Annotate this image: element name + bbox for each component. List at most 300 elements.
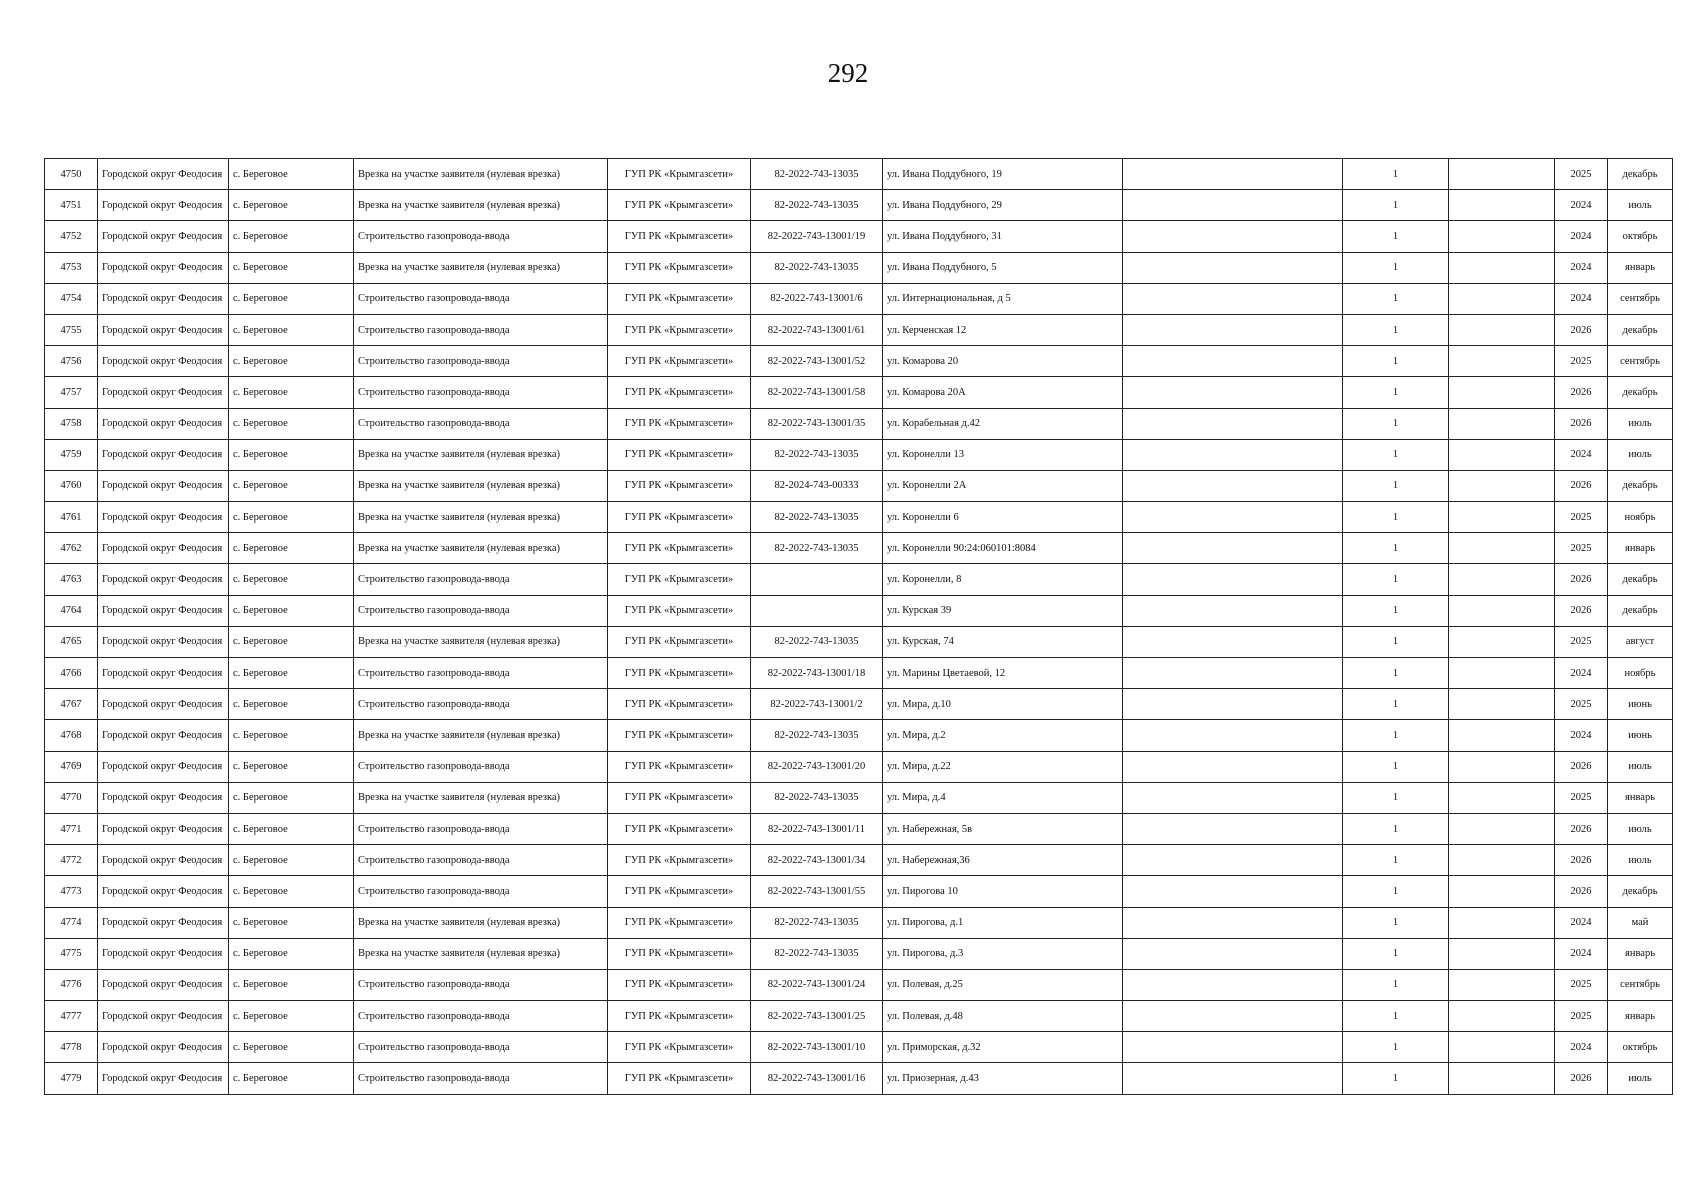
- district-cell: Городской округ Феодосия: [98, 813, 229, 844]
- address-cell: ул. Ивана Поддубного, 19: [883, 159, 1123, 190]
- row-number: 4765: [45, 626, 98, 657]
- organization-cell: ГУП РК «Крымгазсети»: [608, 439, 751, 470]
- district-cell: Городской округ Феодосия: [98, 470, 229, 501]
- settlement-cell: с. Береговое: [229, 439, 354, 470]
- month-cell: сентябрь: [1608, 346, 1673, 377]
- table-row: [45, 1032, 1673, 1063]
- district-cell: Городской округ Феодосия: [98, 377, 229, 408]
- month-cell: декабрь: [1608, 564, 1673, 595]
- row-number: 4764: [45, 595, 98, 626]
- year-cell: 2026: [1555, 876, 1608, 907]
- technical-conditions-cell: 82-2022-743-13001/35: [751, 408, 883, 439]
- empty-cell: [1123, 720, 1343, 751]
- table-row: [45, 377, 1673, 408]
- settlement-cell: с. Береговое: [229, 626, 354, 657]
- address-cell: ул. Мира, д.2: [883, 720, 1123, 751]
- year-cell: 2026: [1555, 845, 1608, 876]
- settlement-cell: с. Береговое: [229, 845, 354, 876]
- count-cell: 1: [1343, 502, 1449, 533]
- empty-cell: [1449, 720, 1555, 751]
- organization-cell: ГУП РК «Крымгазсети»: [608, 720, 751, 751]
- district-cell: Городской округ Феодосия: [98, 1063, 229, 1094]
- month-cell: январь: [1608, 938, 1673, 969]
- row-number: 4758: [45, 408, 98, 439]
- settlement-cell: с. Береговое: [229, 252, 354, 283]
- empty-cell: [1123, 595, 1343, 626]
- month-cell: июнь: [1608, 720, 1673, 751]
- empty-cell: [1449, 1063, 1555, 1094]
- month-cell: декабрь: [1608, 377, 1673, 408]
- table-row: [45, 314, 1673, 345]
- organization-cell: ГУП РК «Крымгазсети»: [608, 470, 751, 501]
- technical-conditions-cell: 82-2022-743-13001/16: [751, 1063, 883, 1094]
- count-cell: 1: [1343, 439, 1449, 470]
- row-number: 4759: [45, 439, 98, 470]
- table-row: [45, 813, 1673, 844]
- year-cell: 2024: [1555, 283, 1608, 314]
- technical-conditions-cell: 82-2022-743-13001/61: [751, 314, 883, 345]
- work-type-cell: Строительство газопровода-ввода: [354, 346, 608, 377]
- technical-conditions-cell: 82-2022-743-13035: [751, 626, 883, 657]
- district-cell: Городской округ Феодосия: [98, 751, 229, 782]
- table-row: [45, 845, 1673, 876]
- technical-conditions-cell: 82-2022-743-13035: [751, 720, 883, 751]
- table-row: [45, 502, 1673, 533]
- work-type-cell: Строительство газопровода-ввода: [354, 1063, 608, 1094]
- empty-cell: [1123, 782, 1343, 813]
- settlement-cell: с. Береговое: [229, 283, 354, 314]
- technical-conditions-cell: 82-2022-743-13001/20: [751, 751, 883, 782]
- table-body: [45, 159, 1673, 1095]
- year-cell: 2025: [1555, 626, 1608, 657]
- settlement-cell: с. Береговое: [229, 720, 354, 751]
- empty-cell: [1449, 159, 1555, 190]
- settlement-cell: с. Береговое: [229, 1063, 354, 1094]
- empty-cell: [1123, 969, 1343, 1000]
- empty-cell: [1449, 1032, 1555, 1063]
- technical-conditions-cell: 82-2022-743-13001/11: [751, 813, 883, 844]
- address-cell: ул. Набережная, 5в: [883, 813, 1123, 844]
- settlement-cell: с. Береговое: [229, 782, 354, 813]
- table-row: [45, 564, 1673, 595]
- organization-cell: ГУП РК «Крымгазсети»: [608, 564, 751, 595]
- district-cell: Городской округ Феодосия: [98, 907, 229, 938]
- work-type-cell: Врезка на участке заявителя (нулевая врезка): [354, 159, 608, 190]
- district-cell: Городской округ Феодосия: [98, 502, 229, 533]
- empty-cell: [1449, 564, 1555, 595]
- empty-cell: [1449, 314, 1555, 345]
- month-cell: июль: [1608, 439, 1673, 470]
- month-cell: май: [1608, 907, 1673, 938]
- settlement-cell: с. Береговое: [229, 595, 354, 626]
- district-cell: Городской округ Феодосия: [98, 533, 229, 564]
- count-cell: 1: [1343, 813, 1449, 844]
- settlement-cell: с. Береговое: [229, 533, 354, 564]
- table-row: [45, 470, 1673, 501]
- year-cell: 2026: [1555, 564, 1608, 595]
- year-cell: 2025: [1555, 346, 1608, 377]
- address-cell: ул. Коронелли 90:24:060101:8084: [883, 533, 1123, 564]
- count-cell: 1: [1343, 969, 1449, 1000]
- row-number: 4767: [45, 689, 98, 720]
- settlement-cell: с. Береговое: [229, 190, 354, 221]
- work-type-cell: Врезка на участке заявителя (нулевая врезка): [354, 533, 608, 564]
- work-type-cell: Строительство газопровода-ввода: [354, 1032, 608, 1063]
- organization-cell: ГУП РК «Крымгазсети»: [608, 1063, 751, 1094]
- year-cell: 2026: [1555, 377, 1608, 408]
- organization-cell: ГУП РК «Крымгазсети»: [608, 782, 751, 813]
- count-cell: 1: [1343, 907, 1449, 938]
- settlement-cell: с. Береговое: [229, 377, 354, 408]
- organization-cell: ГУП РК «Крымгазсети»: [608, 658, 751, 689]
- district-cell: Городской округ Феодосия: [98, 314, 229, 345]
- row-number: 4754: [45, 283, 98, 314]
- organization-cell: ГУП РК «Крымгазсети»: [608, 1001, 751, 1032]
- organization-cell: ГУП РК «Крымгазсети»: [608, 190, 751, 221]
- table-row: [45, 658, 1673, 689]
- row-number: 4751: [45, 190, 98, 221]
- work-type-cell: Врезка на участке заявителя (нулевая врезка): [354, 502, 608, 533]
- district-cell: Городской округ Феодосия: [98, 782, 229, 813]
- work-type-cell: Врезка на участке заявителя (нулевая врезка): [354, 470, 608, 501]
- month-cell: июль: [1608, 1063, 1673, 1094]
- empty-cell: [1449, 845, 1555, 876]
- address-cell: ул. Марины Цветаевой, 12: [883, 658, 1123, 689]
- work-type-cell: Врезка на участке заявителя (нулевая врезка): [354, 190, 608, 221]
- row-number: 4750: [45, 159, 98, 190]
- organization-cell: ГУП РК «Крымгазсети»: [608, 595, 751, 626]
- month-cell: октябрь: [1608, 221, 1673, 252]
- table-row: [45, 533, 1673, 564]
- work-type-cell: Строительство газопровода-ввода: [354, 845, 608, 876]
- work-type-cell: Строительство газопровода-ввода: [354, 876, 608, 907]
- row-number: 4768: [45, 720, 98, 751]
- row-number: 4779: [45, 1063, 98, 1094]
- year-cell: 2025: [1555, 159, 1608, 190]
- table-row: [45, 190, 1673, 221]
- count-cell: 1: [1343, 751, 1449, 782]
- settlement-cell: с. Береговое: [229, 314, 354, 345]
- empty-cell: [1449, 689, 1555, 720]
- empty-cell: [1449, 470, 1555, 501]
- year-cell: 2026: [1555, 751, 1608, 782]
- address-cell: ул. Полевая, д.48: [883, 1001, 1123, 1032]
- empty-cell: [1449, 1001, 1555, 1032]
- address-cell: ул. Ивана Поддубного, 29: [883, 190, 1123, 221]
- year-cell: 2024: [1555, 439, 1608, 470]
- empty-cell: [1449, 876, 1555, 907]
- empty-cell: [1449, 252, 1555, 283]
- settlement-cell: с. Береговое: [229, 907, 354, 938]
- settlement-cell: с. Береговое: [229, 751, 354, 782]
- count-cell: 1: [1343, 564, 1449, 595]
- empty-cell: [1123, 751, 1343, 782]
- address-cell: ул. Коронелли, 8: [883, 564, 1123, 595]
- settlement-cell: с. Береговое: [229, 159, 354, 190]
- empty-cell: [1123, 907, 1343, 938]
- empty-cell: [1449, 221, 1555, 252]
- address-cell: ул. Мира, д.10: [883, 689, 1123, 720]
- district-cell: Городской округ Феодосия: [98, 1032, 229, 1063]
- count-cell: 1: [1343, 408, 1449, 439]
- month-cell: декабрь: [1608, 159, 1673, 190]
- empty-cell: [1449, 439, 1555, 470]
- table-row: [45, 408, 1673, 439]
- row-number: 4776: [45, 969, 98, 1000]
- table-row: [45, 938, 1673, 969]
- technical-conditions-cell: [751, 564, 883, 595]
- year-cell: 2026: [1555, 408, 1608, 439]
- table-row: [45, 439, 1673, 470]
- organization-cell: ГУП РК «Крымгазсети»: [608, 876, 751, 907]
- work-type-cell: Врезка на участке заявителя (нулевая врезка): [354, 626, 608, 657]
- empty-cell: [1123, 346, 1343, 377]
- address-cell: ул. Пирогова, д.3: [883, 938, 1123, 969]
- row-number: 4755: [45, 314, 98, 345]
- technical-conditions-cell: 82-2022-743-13001/55: [751, 876, 883, 907]
- row-number: 4766: [45, 658, 98, 689]
- count-cell: 1: [1343, 283, 1449, 314]
- year-cell: 2025: [1555, 689, 1608, 720]
- work-type-cell: Строительство газопровода-ввода: [354, 751, 608, 782]
- technical-conditions-cell: 82-2022-743-13001/34: [751, 845, 883, 876]
- empty-cell: [1449, 377, 1555, 408]
- count-cell: 1: [1343, 221, 1449, 252]
- empty-cell: [1123, 564, 1343, 595]
- settlement-cell: с. Береговое: [229, 938, 354, 969]
- work-type-cell: Строительство газопровода-ввода: [354, 377, 608, 408]
- row-number: 4778: [45, 1032, 98, 1063]
- count-cell: 1: [1343, 626, 1449, 657]
- organization-cell: ГУП РК «Крымгазсети»: [608, 845, 751, 876]
- count-cell: 1: [1343, 1063, 1449, 1094]
- address-cell: ул. Корабельная д.42: [883, 408, 1123, 439]
- empty-cell: [1449, 346, 1555, 377]
- month-cell: ноябрь: [1608, 658, 1673, 689]
- count-cell: 1: [1343, 720, 1449, 751]
- empty-cell: [1123, 439, 1343, 470]
- year-cell: 2024: [1555, 221, 1608, 252]
- empty-cell: [1123, 252, 1343, 283]
- organization-cell: ГУП РК «Крымгазсети»: [608, 813, 751, 844]
- settlement-cell: с. Береговое: [229, 658, 354, 689]
- district-cell: Городской округ Феодосия: [98, 190, 229, 221]
- address-cell: ул. Полевая, д.25: [883, 969, 1123, 1000]
- technical-conditions-cell: 82-2022-743-13001/24: [751, 969, 883, 1000]
- row-number: 4774: [45, 907, 98, 938]
- organization-cell: ГУП РК «Крымгазсети»: [608, 314, 751, 345]
- table-row: [45, 346, 1673, 377]
- district-cell: Городской округ Феодосия: [98, 938, 229, 969]
- row-number: 4773: [45, 876, 98, 907]
- address-cell: ул. Коронелли 13: [883, 439, 1123, 470]
- year-cell: 2025: [1555, 533, 1608, 564]
- district-cell: Городской округ Феодосия: [98, 283, 229, 314]
- table-row: [45, 969, 1673, 1000]
- count-cell: 1: [1343, 314, 1449, 345]
- district-cell: Городской округ Феодосия: [98, 346, 229, 377]
- work-type-cell: Врезка на участке заявителя (нулевая врезка): [354, 720, 608, 751]
- organization-cell: ГУП РК «Крымгазсети»: [608, 221, 751, 252]
- row-number: 4777: [45, 1001, 98, 1032]
- organization-cell: ГУП РК «Крымгазсети»: [608, 377, 751, 408]
- count-cell: 1: [1343, 689, 1449, 720]
- table-row: [45, 283, 1673, 314]
- address-cell: ул. Курская, 74: [883, 626, 1123, 657]
- work-type-cell: Строительство газопровода-ввода: [354, 813, 608, 844]
- work-type-cell: Строительство газопровода-ввода: [354, 689, 608, 720]
- organization-cell: ГУП РК «Крымгазсети»: [608, 533, 751, 564]
- technical-conditions-cell: 82-2022-743-13001/19: [751, 221, 883, 252]
- year-cell: 2026: [1555, 470, 1608, 501]
- settlement-cell: с. Береговое: [229, 408, 354, 439]
- technical-conditions-cell: [751, 595, 883, 626]
- table-row: [45, 876, 1673, 907]
- district-cell: Городской округ Феодосия: [98, 564, 229, 595]
- row-number: 4761: [45, 502, 98, 533]
- table-row: [45, 751, 1673, 782]
- year-cell: 2024: [1555, 907, 1608, 938]
- settlement-cell: с. Береговое: [229, 346, 354, 377]
- count-cell: 1: [1343, 938, 1449, 969]
- empty-cell: [1123, 658, 1343, 689]
- month-cell: декабрь: [1608, 470, 1673, 501]
- organization-cell: ГУП РК «Крымгазсети»: [608, 346, 751, 377]
- empty-cell: [1123, 1032, 1343, 1063]
- address-cell: ул. Пирогова 10: [883, 876, 1123, 907]
- row-number: 4763: [45, 564, 98, 595]
- table-row: [45, 782, 1673, 813]
- district-cell: Городской округ Феодосия: [98, 408, 229, 439]
- table-row: [45, 159, 1673, 190]
- row-number: 4769: [45, 751, 98, 782]
- technical-conditions-cell: 82-2022-743-13035: [751, 159, 883, 190]
- empty-cell: [1449, 190, 1555, 221]
- row-number: 4753: [45, 252, 98, 283]
- address-cell: ул. Керченская 12: [883, 314, 1123, 345]
- month-cell: сентябрь: [1608, 969, 1673, 1000]
- settlement-cell: с. Береговое: [229, 470, 354, 501]
- month-cell: ноябрь: [1608, 502, 1673, 533]
- address-cell: ул. Пирогова, д.1: [883, 907, 1123, 938]
- table-row: [45, 907, 1673, 938]
- count-cell: 1: [1343, 1032, 1449, 1063]
- organization-cell: ГУП РК «Крымгазсети»: [608, 626, 751, 657]
- year-cell: 2026: [1555, 813, 1608, 844]
- table-row: [45, 1001, 1673, 1032]
- year-cell: 2025: [1555, 969, 1608, 1000]
- technical-conditions-cell: 82-2022-743-13001/6: [751, 283, 883, 314]
- district-cell: Городской округ Феодосия: [98, 626, 229, 657]
- table-row: [45, 1063, 1673, 1094]
- organization-cell: ГУП РК «Крымгазсети»: [608, 907, 751, 938]
- address-cell: ул. Комарова 20: [883, 346, 1123, 377]
- organization-cell: ГУП РК «Крымгазсети»: [608, 938, 751, 969]
- table-row: [45, 595, 1673, 626]
- empty-cell: [1449, 658, 1555, 689]
- row-number: 4757: [45, 377, 98, 408]
- settlement-cell: с. Береговое: [229, 502, 354, 533]
- empty-cell: [1123, 1063, 1343, 1094]
- technical-conditions-cell: 82-2022-743-13035: [751, 938, 883, 969]
- year-cell: 2026: [1555, 314, 1608, 345]
- empty-cell: [1123, 221, 1343, 252]
- settlement-cell: с. Береговое: [229, 969, 354, 1000]
- month-cell: декабрь: [1608, 314, 1673, 345]
- empty-cell: [1123, 813, 1343, 844]
- district-cell: Городской округ Феодосия: [98, 159, 229, 190]
- district-cell: Городской округ Феодосия: [98, 595, 229, 626]
- address-cell: ул. Приморская, д.32: [883, 1032, 1123, 1063]
- work-type-cell: Врезка на участке заявителя (нулевая врезка): [354, 907, 608, 938]
- count-cell: 1: [1343, 470, 1449, 501]
- district-cell: Городской округ Феодосия: [98, 221, 229, 252]
- year-cell: 2025: [1555, 502, 1608, 533]
- address-cell: ул. Приозерная, д.43: [883, 1063, 1123, 1094]
- row-number: 4760: [45, 470, 98, 501]
- empty-cell: [1123, 283, 1343, 314]
- empty-cell: [1123, 1001, 1343, 1032]
- gas-connection-table: [44, 158, 1673, 1095]
- settlement-cell: с. Береговое: [229, 1032, 354, 1063]
- empty-cell: [1449, 813, 1555, 844]
- technical-conditions-cell: 82-2022-743-13001/25: [751, 1001, 883, 1032]
- month-cell: сентябрь: [1608, 283, 1673, 314]
- settlement-cell: с. Береговое: [229, 564, 354, 595]
- organization-cell: ГУП РК «Крымгазсети»: [608, 252, 751, 283]
- count-cell: 1: [1343, 377, 1449, 408]
- settlement-cell: с. Береговое: [229, 813, 354, 844]
- work-type-cell: Врезка на участке заявителя (нулевая врезка): [354, 938, 608, 969]
- month-cell: июль: [1608, 845, 1673, 876]
- count-cell: 1: [1343, 159, 1449, 190]
- month-cell: июль: [1608, 408, 1673, 439]
- count-cell: 1: [1343, 1001, 1449, 1032]
- work-type-cell: Строительство газопровода-ввода: [354, 1001, 608, 1032]
- empty-cell: [1123, 377, 1343, 408]
- work-type-cell: Строительство газопровода-ввода: [354, 221, 608, 252]
- technical-conditions-cell: 82-2022-743-13035: [751, 907, 883, 938]
- row-number: 4775: [45, 938, 98, 969]
- organization-cell: ГУП РК «Крымгазсети»: [608, 1032, 751, 1063]
- address-cell: ул. Коронелли 2А: [883, 470, 1123, 501]
- month-cell: июль: [1608, 751, 1673, 782]
- work-type-cell: Строительство газопровода-ввода: [354, 564, 608, 595]
- organization-cell: ГУП РК «Крымгазсети»: [608, 689, 751, 720]
- settlement-cell: с. Береговое: [229, 221, 354, 252]
- empty-cell: [1123, 502, 1343, 533]
- row-number: 4762: [45, 533, 98, 564]
- empty-cell: [1123, 408, 1343, 439]
- empty-cell: [1123, 626, 1343, 657]
- technical-conditions-cell: 82-2022-743-13001/18: [751, 658, 883, 689]
- row-number: 4752: [45, 221, 98, 252]
- count-cell: 1: [1343, 346, 1449, 377]
- address-cell: ул. Ивана Поддубного, 31: [883, 221, 1123, 252]
- technical-conditions-cell: 82-2022-743-13035: [751, 782, 883, 813]
- empty-cell: [1123, 314, 1343, 345]
- count-cell: 1: [1343, 845, 1449, 876]
- month-cell: июль: [1608, 813, 1673, 844]
- technical-conditions-cell: 82-2022-743-13035: [751, 252, 883, 283]
- technical-conditions-cell: 82-2022-743-13001/10: [751, 1032, 883, 1063]
- row-number: 4770: [45, 782, 98, 813]
- organization-cell: ГУП РК «Крымгазсети»: [608, 283, 751, 314]
- organization-cell: ГУП РК «Крымгазсети»: [608, 969, 751, 1000]
- empty-cell: [1449, 502, 1555, 533]
- month-cell: август: [1608, 626, 1673, 657]
- empty-cell: [1449, 751, 1555, 782]
